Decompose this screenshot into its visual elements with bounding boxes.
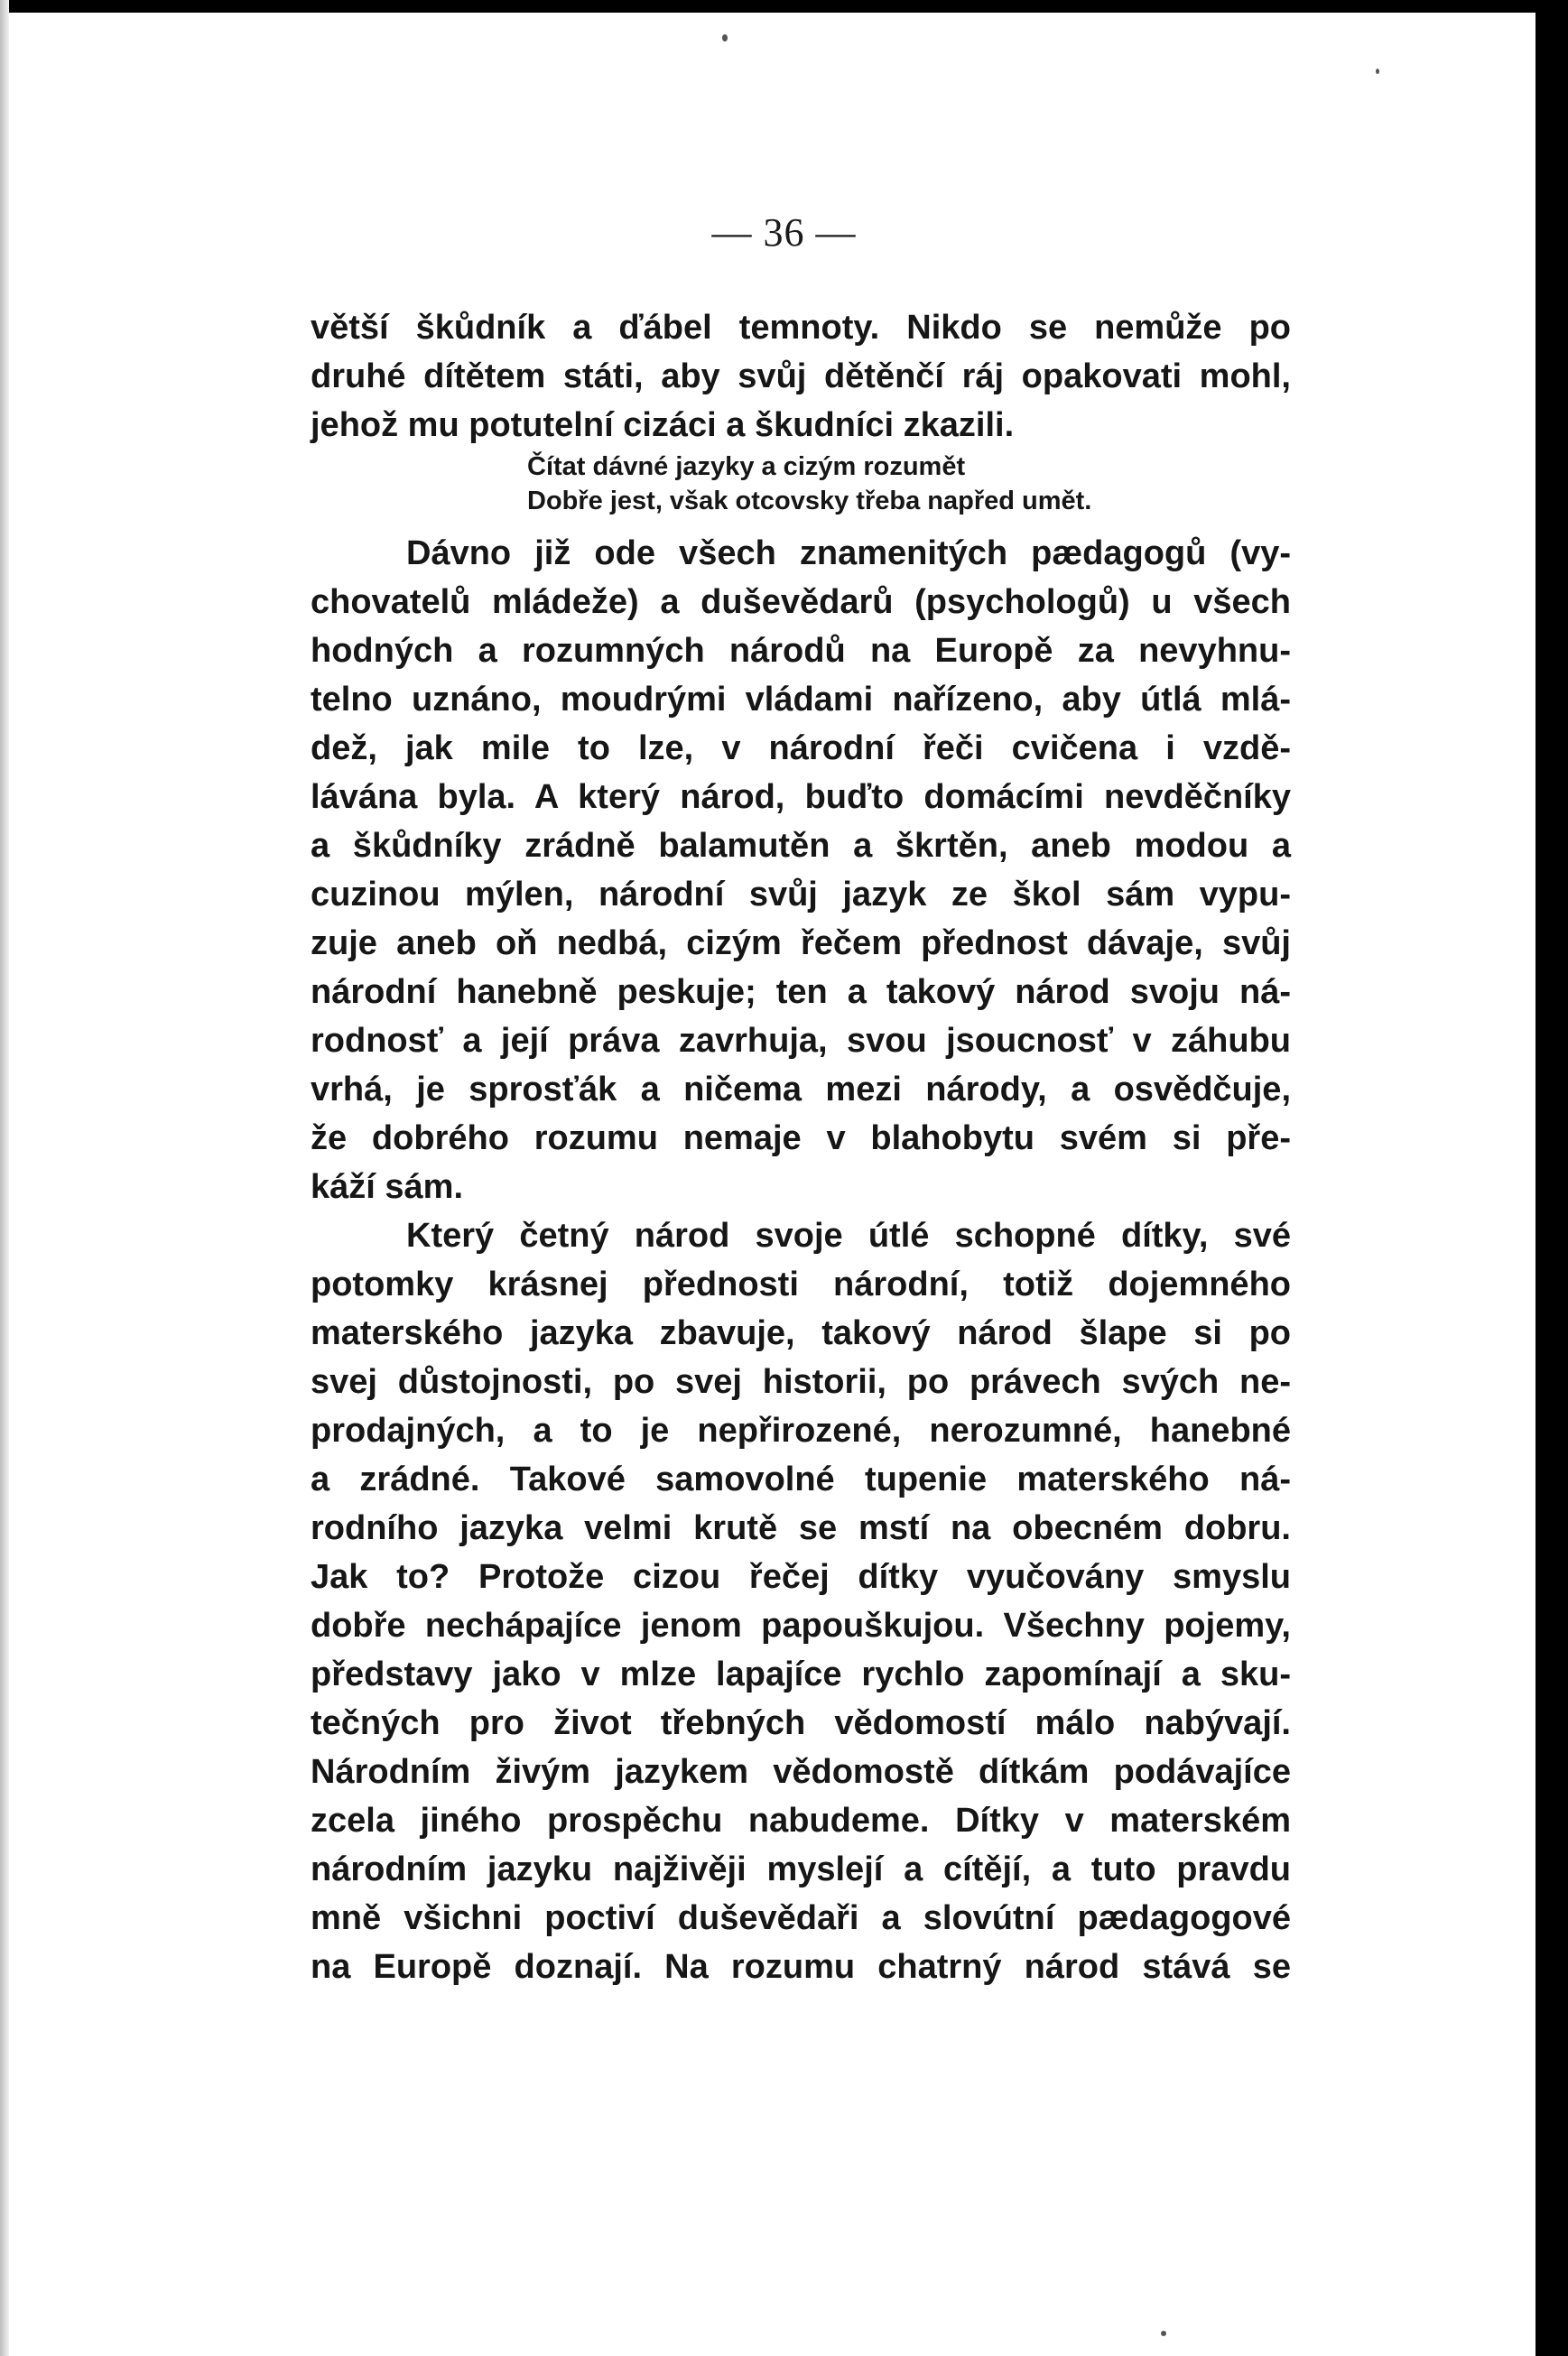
text-line: rodnosť a její práva zavrhuja, svou jsoucnosť v záhubu — [311, 1022, 1291, 1060]
text-line: Jak to? Protože cizou řečej dítky vyučovány smyslu — [311, 1558, 1291, 1596]
text-line: a škůdníky zrádně balamutěn a škrtěn, aneb modou a — [311, 827, 1291, 865]
text-line: vrhá, je sprosťák a ničema mezi národy, a osvědčuje, — [311, 1071, 1291, 1108]
text-line: prodajných, a to je nepřirozené, nerozumné, hanebné — [311, 1412, 1291, 1450]
text-line: rodního jazyka velmi krutě se mstí na obecném dobru. — [311, 1509, 1291, 1547]
text-line: jehož mu potutelní cizáci a škudníci zkazili. — [311, 406, 1015, 444]
paragraph-opening — [311, 303, 1291, 450]
text-line: mně všichni poctiví duševědaři a slovútní pædagogové — [311, 1899, 1291, 1937]
text-line: chovatelů mládeže) a duševědarů (psychologů) u všech — [311, 583, 1291, 621]
text-line: druhé dítětem státi, aby svůj dětěnčí ráj opakovati mohl, — [311, 357, 1291, 395]
text-line: Dávno již ode všech znamenitých pædagogů (vy- — [406, 534, 1291, 572]
text-line: svej důstojnosti, po svej historii, po právech svých ne- — [311, 1363, 1291, 1401]
text-line: a zrádné. Takové samovolné tupenie materského ná- — [311, 1461, 1291, 1498]
scan-right-border — [1536, 0, 1568, 2356]
poem-quote — [311, 450, 1291, 518]
text-line: telno uznáno, moudrými vládami nařízeno, aby útlá mlá- — [311, 681, 1291, 719]
text-line: Který četný národ svoje útlé schopné dítky, své — [406, 1217, 1291, 1255]
text-line: hodných a rozumných národů na Europě za nevyhnu- — [311, 632, 1291, 670]
scan-left-edge — [0, 0, 9, 2356]
text-line: dobře nechápajíce jenom papouškujou. Všechny pojemy, — [311, 1607, 1291, 1645]
scan-top-border — [0, 0, 1568, 13]
text-line: zcela jiného prospěchu nabudeme. Dítky v materském — [311, 1802, 1291, 1840]
text-line: národní hanebně peskuje; ten a takový národ svoju ná- — [311, 973, 1291, 1011]
text-line: potomky krásnej přednosti národní, totiž dojemného — [311, 1266, 1291, 1303]
text-line: že dobrého rozumu nemaje v blahobytu svém si pře- — [311, 1119, 1291, 1157]
text-line: tečných pro život třebných vědomostí málo nabývají. — [311, 1704, 1291, 1742]
text-line: větší škůdník a ďábel temnoty. Nikdo se nemůže po — [311, 309, 1291, 347]
page-number: — 36 — — [711, 210, 857, 255]
text-line: dež, jak mile to lze, v národní řeči cvičena i vzdě- — [311, 729, 1291, 767]
poem-line: Dobře jest, však otcovsky třeba napřed umět. — [527, 487, 1092, 515]
dust-speck — [1376, 69, 1379, 74]
paragraph-3 — [311, 1211, 1291, 1991]
text-line: na Europě doznají. Na rozumu chatrný národ stává se — [311, 1948, 1291, 1986]
dust-speck — [722, 34, 728, 42]
poem-line: Čítat dávné jazyky a cizým rozumět — [527, 452, 966, 481]
text-line: lávána byla. A který národ, buďto domácími nevděčníky — [311, 778, 1291, 816]
text-line: cuzinou mýlen, národní svůj jazyk ze škol sám vypu- — [311, 876, 1291, 914]
text-line: představy jako v mlze lapajíce rychlo zapomínají a sku- — [311, 1656, 1291, 1693]
text-line: národním jazyku najživěji myslejí a cítějí, a tuto pravdu — [311, 1850, 1291, 1888]
paragraph-2 — [311, 529, 1291, 1211]
dust-speck — [1161, 2331, 1166, 2336]
text-line: materského jazyka zbavuje, takový národ šlape si po — [311, 1314, 1291, 1352]
text-line: Národním živým jazykem vědomostě dítkám podávajíce — [311, 1753, 1291, 1791]
page-body — [311, 303, 1291, 1991]
text-line: zuje aneb oň nedbá, cizým řečem přednost dávaje, svůj — [311, 924, 1291, 962]
text-line: káží sám. — [311, 1168, 463, 1206]
